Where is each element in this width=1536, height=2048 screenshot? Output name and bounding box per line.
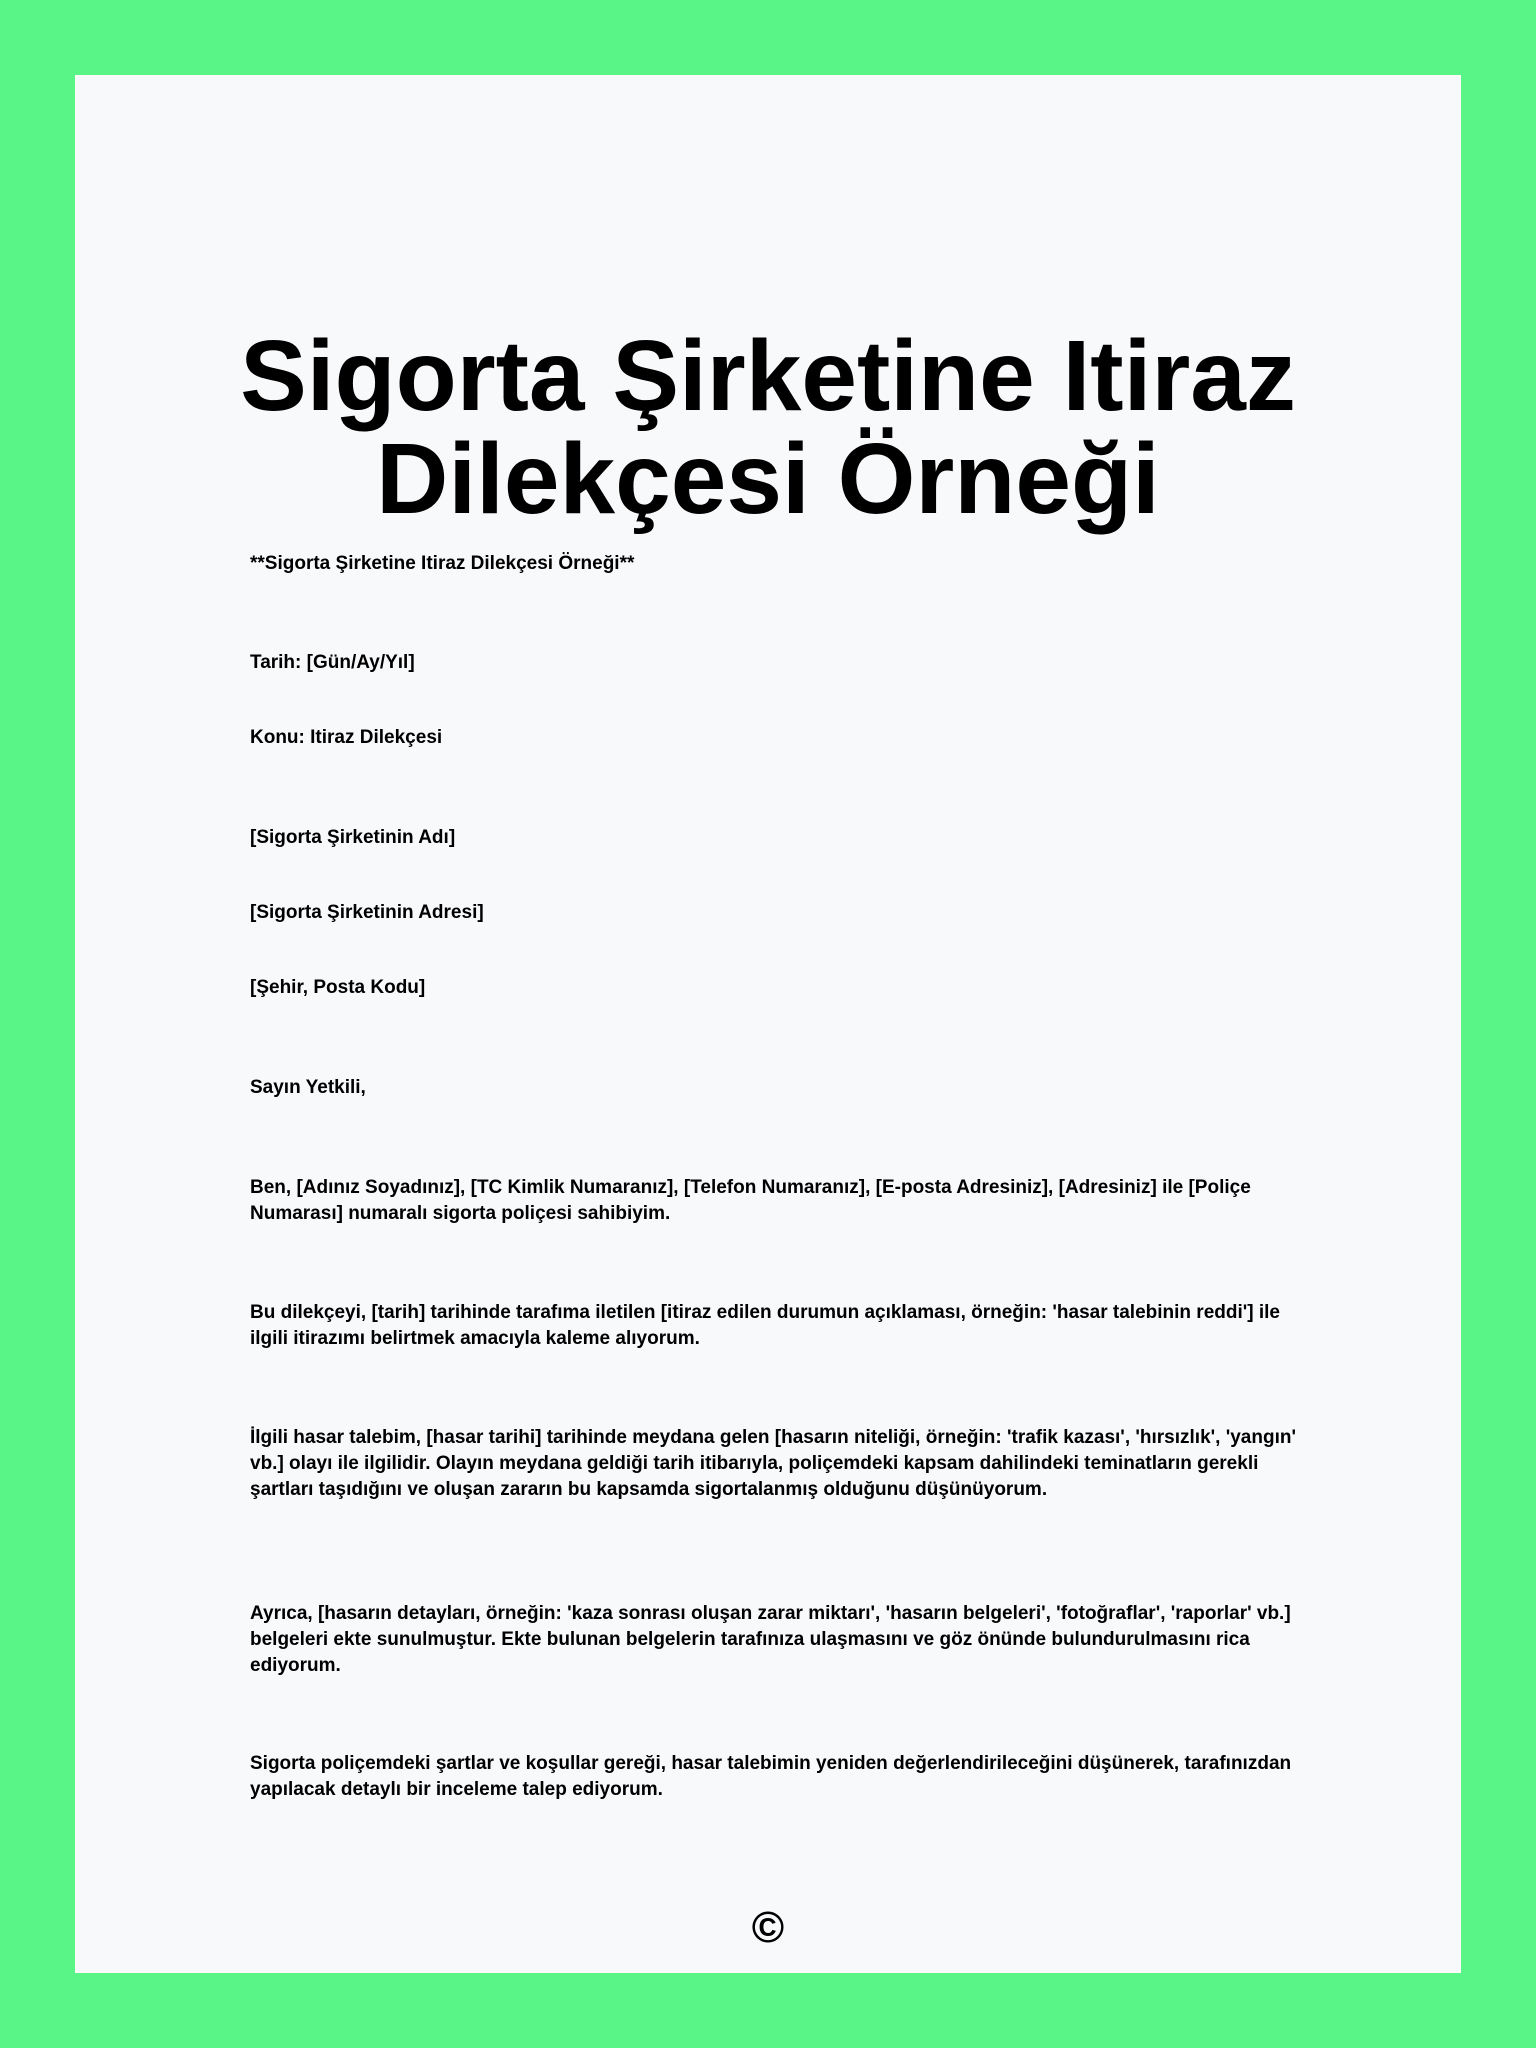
date-line: Tarih: [Gün/Ay/Yıl]	[250, 652, 415, 673]
document-page	[75, 75, 1461, 1973]
paragraph-attachments: Ayrıca, [hasarın detayları, örneğin: 'kaza sonrası oluşan zarar miktarı', 'hasarın belgeleri', 'fotoğraflar', 'raporlar' vb.] belgeleri ekte sunulmuştur. Ekte bulunan belgelerin tarafınıza ulaşmasını ve göz önünde bulundurulmasını rica ediyorum.	[250, 1603, 1291, 1676]
paragraph-claim: İlgili hasar talebim, [hasar tarihi] tarihinde meydana gelen [hasarın niteliği, örneğin: 'trafik kazası', 'hırsızlık', 'yangın' vb.] olayı ile ilgilidir. Olayın meydana geldiği tarih itibarıyla, poliçemdeki kapsam dahilindeki teminatların gerekli şartları taşıdığını ve oluşan zararın bu kapsamda sigortalanmış olduğunu düşünüyorum.	[250, 1427, 1296, 1500]
subject-line: Konu: Itiraz Dilekçesi	[250, 727, 443, 748]
paragraph-identity: Ben, [Adınız Soyadınız], [TC Kimlik Numaranız], [Telefon Numaranız], [E-posta Adresiniz], [Adresiniz] ile [Poliçe Numarası] numaralı sigorta poliçesi sahibiyim.	[250, 1177, 1251, 1224]
recipient-city: [Şehir, Posta Kodu]	[250, 977, 426, 998]
recipient-address: [Sigorta Şirketinin Adresi]	[250, 902, 484, 923]
document-title	[75, 320, 1461, 535]
title-line-1: Sigorta Şirketine Itiraz	[240, 320, 1296, 432]
paragraph-request: Sigorta poliçemdeki şartlar ve koşullar gereği, hasar talebimin yeniden değerlendirileceğini düşünerek, tarafınızdan yapılacak detaylı bir inceleme talep ediyorum.	[250, 1753, 1292, 1800]
copyright-icon: ©	[751, 1903, 785, 1952]
title-line-2: Dilekçesi Örneği	[376, 423, 1160, 535]
paragraph-purpose: Bu dilekçeyi, [tarih] tarihinde tarafıma iletilen [itiraz edilen durumun açıklaması, örneğin: 'hasar talebinin reddi'] ile ilgili itirazımı belirtmek amacıyla kaleme alıyorum.	[250, 1302, 1280, 1349]
document-heading: **Sigorta Şirketine Itiraz Dilekçesi Örneği**	[250, 553, 635, 574]
salutation: Sayın Yetkili,	[250, 1077, 366, 1098]
recipient-name: [Sigorta Şirketinin Adı]	[250, 827, 456, 848]
